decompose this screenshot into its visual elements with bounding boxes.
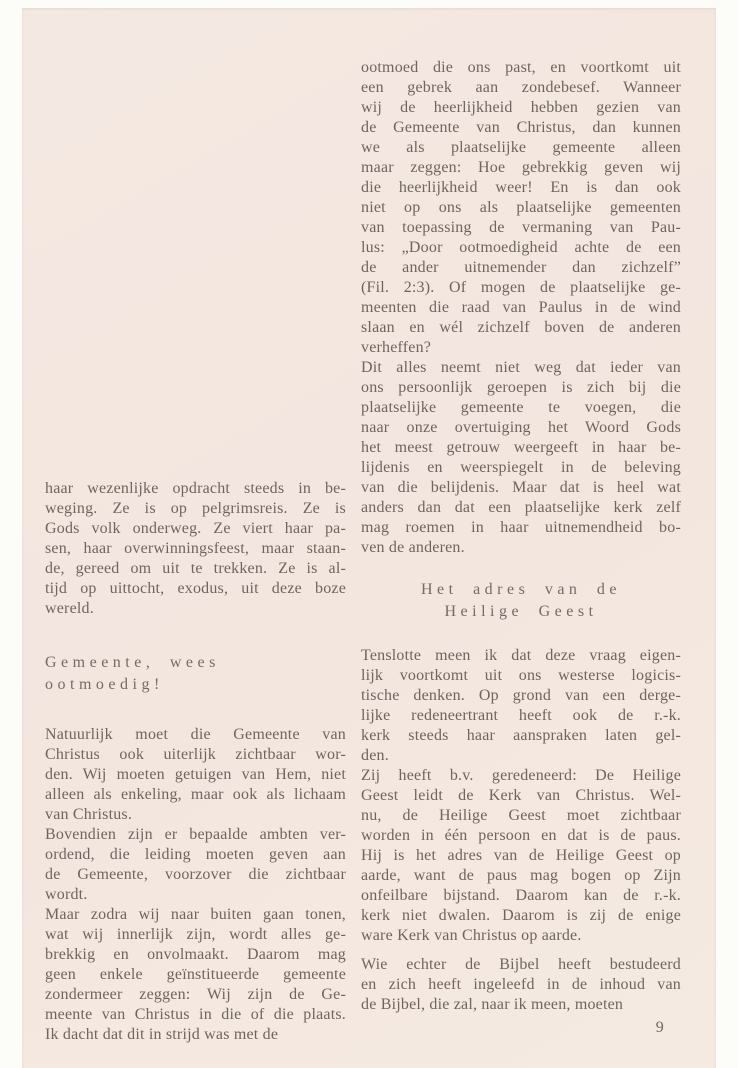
text-line: Christus ook uiterlijk zichtbaar wor- — [45, 746, 346, 763]
heading-line: Het adres van de — [420, 581, 622, 598]
text-line: de Gemeente van Christus, dan kunnen — [361, 119, 681, 136]
section-heading — [45, 652, 346, 696]
text-line: tijd op uittocht, exodus, uit deze boze — [45, 580, 346, 597]
text-line: de ander uitnemender dan zichzelf” — [361, 259, 681, 276]
text-line: Geest leidt de Kerk van Christus. Wel- — [361, 787, 681, 804]
text-line: zondermeer zeggen: Wij zijn de Ge- — [45, 986, 346, 1003]
text-line: meenten die raad van Paulus in de wind — [361, 299, 681, 316]
text-line: wij de heerlijkheid hebben gezien van — [361, 99, 681, 116]
text-line: wordt. — [45, 886, 88, 903]
text-line: onfeilbare bijstand. Daarom kan de r.-k. — [361, 887, 681, 904]
text-line: ordend, die leiding moeten geven aan — [45, 846, 346, 863]
text-line: kerk niet dwalen. Daarom is zij de enige — [361, 907, 681, 924]
paragraph — [45, 725, 346, 825]
heading-line: Gemeente, wees ootmoedig! — [45, 654, 220, 693]
text-line: Zij heeft b.v. geredeneerd: De Heilige — [361, 767, 681, 784]
text-line: ven de anderen. — [361, 539, 465, 556]
left-text-column — [45, 479, 346, 1045]
text-line: maar zeggen: Hoe gebrekkig geven wij — [361, 159, 681, 176]
paragraph — [45, 825, 346, 905]
paragraph — [361, 766, 681, 946]
text-line: ons persoonlijk geroepen is zich bij die — [361, 379, 681, 396]
text-line: Bovendien zijn er bepaalde ambten ver- — [45, 826, 346, 843]
text-line: worden in één persoon en dat is de paus. — [361, 827, 681, 844]
paragraph — [45, 479, 346, 619]
text-line: Dit alles neemt niet weg dat ieder van — [361, 359, 681, 376]
text-line: een gebrek aan zondebesef. Wanneer — [361, 79, 681, 96]
text-line: plaatselijke gemeente te voegen, die — [361, 399, 681, 416]
text-line: Hij is het adres van de Heilige Geest op — [361, 847, 681, 864]
text-line: lus: „Door ootmoedigheid achte de een — [361, 239, 681, 256]
text-line: niet op ons als plaatselijke gemeenten — [361, 199, 681, 216]
text-line: kerk steeds haar aanspraken laten gel- — [361, 727, 681, 744]
page-number: 9 — [655, 1019, 664, 1036]
text-line: sen, haar overwinningsfeest, maar staan- — [45, 540, 346, 557]
text-line: de Bijbel, die zal, naar ik meen, moeten — [361, 996, 624, 1013]
text-line: (Fil. 2:3). Of mogen de plaatselijke ge- — [361, 279, 681, 296]
text-line: nu, de Heilige Geest moet zichtbaar — [361, 807, 681, 824]
text-line: Natuurlijk moet die Gemeente van — [45, 726, 346, 743]
text-line: aarde, want de paus mag bogen op Zijn — [361, 867, 681, 884]
text-line: brekkig en onvolmaakt. Daarom mag — [45, 946, 346, 963]
text-line: en zich heeft ingeleefd in de inhoud van — [361, 976, 681, 993]
text-line: naar onze overtuiging het Woord Gods — [361, 419, 681, 436]
text-line: den. Wij moeten getuigen van Hem, niet — [45, 766, 346, 783]
text-line: haar wezenlijke opdracht steeds in be- — [45, 480, 346, 497]
text-line: ootmoed die ons past, en voortkomt uit — [361, 59, 681, 76]
text-line: mag roemen in haar uitnemendheid bo- — [361, 519, 681, 536]
text-line: Maar zodra wij naar buiten gaan tonen, — [45, 906, 346, 923]
right-text-column — [361, 58, 681, 1038]
text-line: Wie echter de Bijbel heeft bestudeerd — [361, 956, 681, 973]
text-line: slaan en wél zichzelf boven de anderen — [361, 319, 681, 336]
text-line: Ik dacht dat dit in strijd was met de — [45, 1026, 279, 1043]
text-line: den. — [361, 747, 389, 764]
text-line: ware Kerk van Christus op aarde. — [361, 927, 582, 944]
text-line: lijdenis en weerspiegelt in de beleving — [361, 459, 681, 476]
paragraph — [361, 646, 681, 766]
text-line: wereld. — [45, 600, 94, 617]
paragraph — [45, 905, 346, 1045]
paragraph — [361, 955, 681, 1015]
text-line: Gods volk onderweg. Ze viert haar pa- — [45, 520, 346, 537]
text-line: we als plaatselijke gemeente alleen — [361, 139, 681, 156]
text-line: van Christus. — [45, 806, 133, 823]
text-line: geen enkele geïnstitueerde gemeente — [45, 966, 346, 983]
section-heading — [361, 579, 681, 623]
text-line: meente van Christus in die of die plaats. — [45, 1006, 346, 1023]
text-line: lijke redeneertrant heeft ook de r.-k. — [361, 707, 681, 724]
text-line: de, gereed om uit te trekken. Ze is al- — [45, 560, 346, 577]
paragraph — [361, 358, 681, 558]
text-line: weging. Ze is op pelgrimsreis. Ze is — [45, 500, 346, 517]
text-line: de Gemeente, voorzover die zichtbaar — [45, 866, 346, 883]
text-line: tische denken. Op grond van een derge- — [361, 687, 681, 704]
text-line: Tenslotte meen ik dat deze vraag eigen- — [361, 647, 681, 664]
document-page — [22, 8, 716, 1068]
text-line: alleen als enkeling, maar ook als lichaam — [45, 786, 346, 803]
text-line: verheffen? — [361, 339, 432, 356]
text-line: van die belijdenis. Maar dat is heel wat — [361, 479, 681, 496]
text-line: lijk voortkomt uit ons westerse logicis- — [361, 667, 681, 684]
paragraph — [361, 58, 681, 358]
text-line: wat wij innerlijk zijn, wordt alles ge- — [45, 926, 346, 943]
text-line: anders dan dat een plaatselijke kerk zelf — [361, 499, 681, 516]
text-line: van toepassing de vermaning van Pau- — [361, 219, 681, 236]
heading-line: Heilige Geest — [444, 603, 598, 620]
text-line: het meest getrouw weergeeft in haar be- — [361, 439, 681, 456]
text-line: die heerlijkheid weer! En is dan ook — [361, 179, 681, 196]
